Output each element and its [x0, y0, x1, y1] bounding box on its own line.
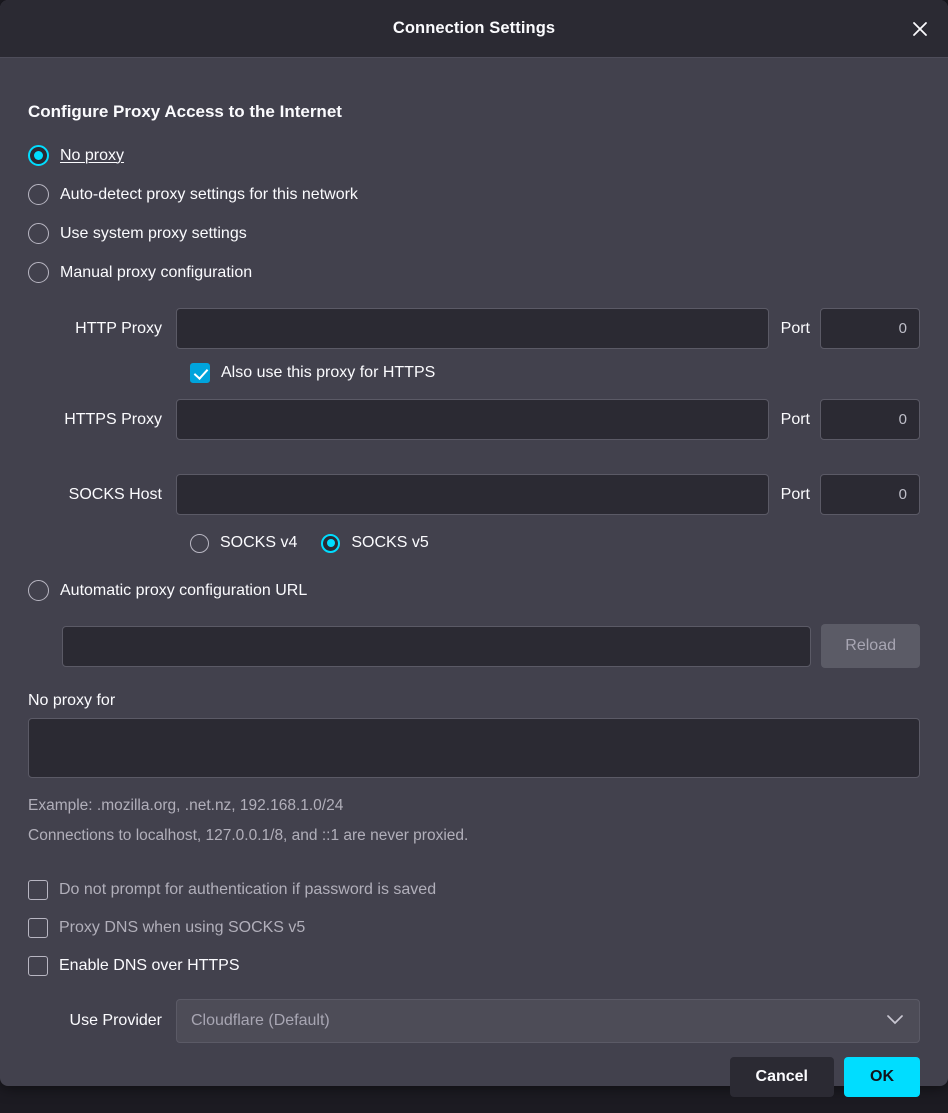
- pac-url-row: [62, 624, 920, 668]
- radio-label-auto-detect: Auto-detect proxy settings for this network: [60, 186, 358, 204]
- checkbox-also-use-for-https[interactable]: [190, 363, 920, 383]
- radio-label-pac-url: Automatic proxy configuration URL: [60, 582, 307, 600]
- checkbox-label-no-auth-prompt: Do not prompt for authentication if password is saved: [59, 881, 436, 899]
- dialog-content: [0, 58, 948, 1043]
- radio-no-proxy[interactable]: [28, 136, 920, 175]
- http-proxy-row: [28, 308, 920, 349]
- ok-button[interactable]: OK: [844, 1057, 920, 1097]
- pac-url-input[interactable]: [62, 626, 811, 667]
- radio-indicator-auto-detect: [28, 184, 49, 205]
- checkbox-enable-doh[interactable]: [28, 947, 920, 985]
- socks-version-group: [190, 529, 920, 557]
- radio-indicator-socks-v4: [190, 534, 209, 553]
- no-proxy-example-text: Example: .mozilla.org, .net.nz, 192.168.1.0/24: [28, 797, 920, 815]
- radio-label-system-proxy: Use system proxy settings: [60, 225, 247, 243]
- http-port-input[interactable]: [820, 308, 920, 349]
- radio-indicator-manual-proxy: [28, 262, 49, 283]
- radio-label-socks-v4: SOCKS v4: [220, 534, 297, 552]
- checkbox-label-proxy-dns-socks5: Proxy DNS when using SOCKS v5: [59, 919, 305, 937]
- checkbox-label-also-https: Also use this proxy for HTTPS: [221, 364, 435, 382]
- localhost-note-text: Connections to localhost, 127.0.0.1/8, and ::1 are never proxied.: [28, 827, 920, 845]
- http-proxy-input[interactable]: [176, 308, 769, 349]
- radio-socks-v4[interactable]: [190, 529, 297, 557]
- additional-options: [28, 871, 920, 985]
- provider-select-value: Cloudflare (Default): [191, 1012, 330, 1030]
- https-proxy-label: HTTPS Proxy: [28, 411, 176, 429]
- provider-row: [28, 999, 920, 1043]
- provider-label: Use Provider: [28, 1012, 176, 1030]
- close-icon[interactable]: [902, 11, 938, 47]
- checkbox-label-enable-doh: Enable DNS over HTTPS: [59, 957, 240, 975]
- checkbox-no-auth-prompt[interactable]: [28, 871, 920, 909]
- radio-system-proxy[interactable]: [28, 214, 920, 253]
- dialog-titlebar: [0, 0, 948, 58]
- radio-indicator-pac-url: [28, 580, 49, 601]
- checkbox-indicator-no-auth-prompt: [28, 880, 48, 900]
- https-proxy-row: [28, 399, 920, 440]
- dialog-footer: [0, 1043, 948, 1113]
- radio-socks-v5[interactable]: [321, 529, 428, 557]
- radio-label-socks-v5: SOCKS v5: [351, 534, 428, 552]
- socks-port-input[interactable]: [820, 474, 920, 515]
- radio-indicator-system-proxy: [28, 223, 49, 244]
- https-port-input[interactable]: [820, 399, 920, 440]
- https-proxy-input[interactable]: [176, 399, 769, 440]
- checkbox-indicator-proxy-dns-socks5: [28, 918, 48, 938]
- http-port-label: Port: [769, 320, 820, 338]
- radio-label-no-proxy: No proxy: [60, 147, 124, 165]
- socks-host-label: SOCKS Host: [28, 486, 176, 504]
- dialog-title: Connection Settings: [393, 19, 555, 38]
- radio-indicator-no-proxy: [28, 145, 49, 166]
- radio-manual-proxy[interactable]: [28, 253, 920, 292]
- radio-automatic-pac-url[interactable]: [28, 571, 920, 610]
- https-port-label: Port: [769, 411, 820, 429]
- checkbox-indicator-also-https: [190, 363, 210, 383]
- reload-button[interactable]: Reload: [821, 624, 920, 668]
- radio-label-manual-proxy: Manual proxy configuration: [60, 264, 252, 282]
- checkbox-indicator-enable-doh: [28, 956, 48, 976]
- no-proxy-for-input[interactable]: [28, 718, 920, 778]
- socks-host-input[interactable]: [176, 474, 769, 515]
- http-proxy-label: HTTP Proxy: [28, 320, 176, 338]
- provider-select[interactable]: [176, 999, 920, 1043]
- section-title: Configure Proxy Access to the Internet: [28, 102, 920, 122]
- radio-indicator-socks-v5: [321, 534, 340, 553]
- socks-host-row: [28, 474, 920, 515]
- socks-port-label: Port: [769, 486, 820, 504]
- cancel-button[interactable]: Cancel: [730, 1057, 834, 1097]
- checkbox-proxy-dns-socks5[interactable]: [28, 909, 920, 947]
- chevron-down-icon: [887, 1012, 903, 1030]
- radio-auto-detect[interactable]: [28, 175, 920, 214]
- no-proxy-for-label: No proxy for: [28, 692, 920, 710]
